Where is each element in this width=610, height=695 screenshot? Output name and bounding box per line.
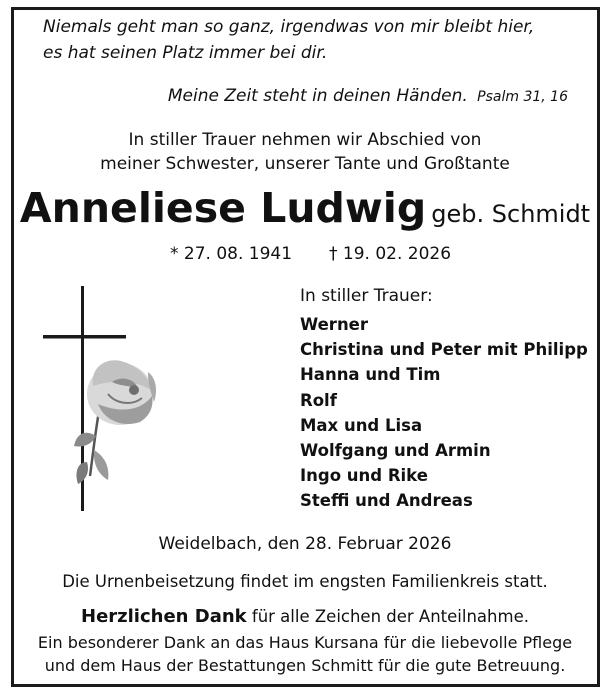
mourner-name: Max und Lisa bbox=[300, 415, 423, 435]
motto-line-1: Niemals geht man so ganz, irgendwas von mir bleibt hier, bbox=[43, 17, 535, 37]
birth-date: * 27. 08. 1941 bbox=[170, 244, 293, 264]
thanks-line-2: Ein besonderer Dank an das Haus Kursana für die liebevolle Pflege bbox=[37, 633, 573, 652]
psalm-quote bbox=[168, 86, 568, 106]
mourner-name: Hanna und Tim bbox=[300, 365, 441, 385]
motto-line-2: es hat seinen Platz immer bei dir. bbox=[43, 43, 328, 63]
deceased-name: Anneliese Ludwig bbox=[19, 184, 427, 232]
place-and-date: Weidelbach, den 28. Februar 2026 bbox=[158, 534, 452, 554]
rose-icon bbox=[74, 360, 156, 484]
psalm-text: Meine Zeit steht in deinen Händen. bbox=[167, 86, 468, 106]
psalm-reference: Psalm 31, 16 bbox=[477, 89, 568, 105]
mourners-block bbox=[300, 286, 588, 514]
burial-note: Die Urnenbeisetzung findet im engsten Familienkreis statt. bbox=[62, 572, 548, 591]
thanks-rest: für alle Zeichen der Anteilnahme. bbox=[251, 607, 529, 626]
mourner-name: Christina und Peter mit Philipp bbox=[300, 340, 588, 360]
mourners-heading: In stiller Trauer: bbox=[300, 286, 433, 306]
thanks-line-3: und dem Haus der Bestattungen Schmitt für die gute Betreuung. bbox=[44, 656, 566, 675]
intro-line-1: In stiller Trauer nehmen wir Abschied von bbox=[128, 130, 482, 150]
mourner-name: Steffi und Andreas bbox=[300, 491, 473, 511]
mourner-name: Wolfgang und Armin bbox=[300, 441, 491, 461]
mourner-name: Rolf bbox=[300, 390, 337, 410]
deceased-heading bbox=[0, 184, 610, 232]
mourner-name: Ingo und Rike bbox=[300, 466, 428, 486]
intro-line-2: meiner Schwester, unserer Tante und Großtante bbox=[100, 154, 510, 174]
thanks-line bbox=[0, 606, 610, 627]
cross-and-rose bbox=[38, 286, 170, 512]
thanks-bold: Herzlichen Dank bbox=[81, 606, 247, 627]
mourner-name: Werner bbox=[300, 315, 369, 334]
maiden-name: geb. Schmidt bbox=[431, 200, 591, 228]
death-date: † 19. 02. 2026 bbox=[329, 244, 452, 264]
